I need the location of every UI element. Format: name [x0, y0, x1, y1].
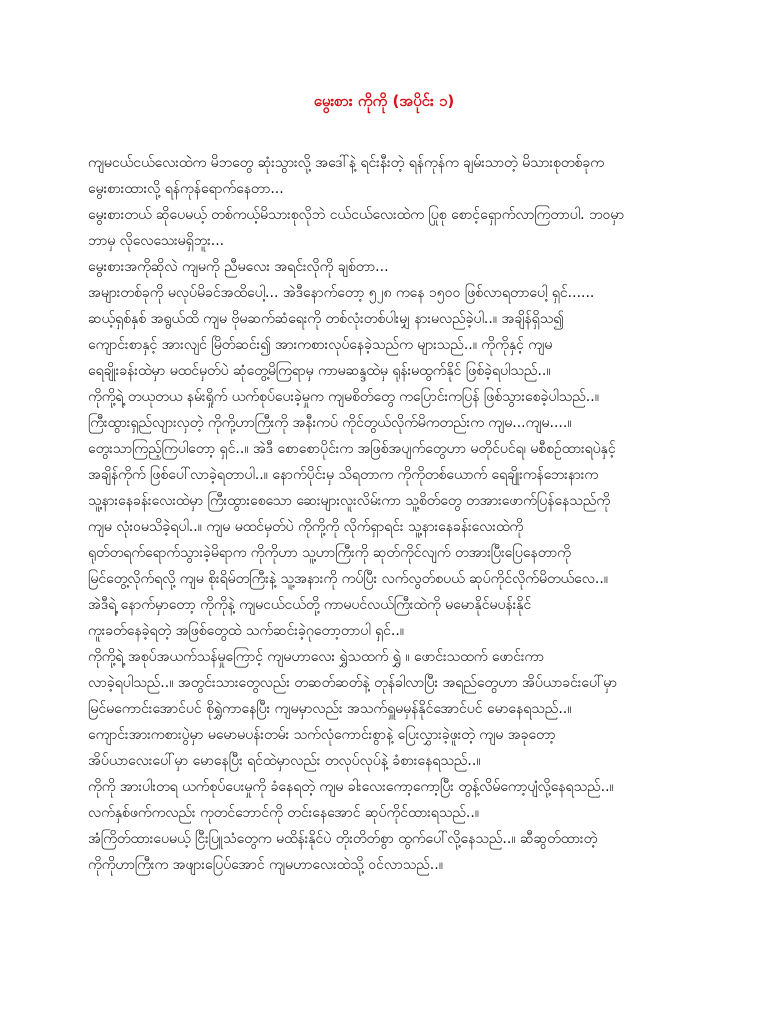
body-line: မွေးစားတယ် ဆိုပေမယ့် တစ်ကယ့်မိသားစုလိုဘဲ ငယ်ငယ်လေးထဲက ပြုစု စောင့်ရှောက်လာကြတာပါ. ဘဝမှာ [88, 207, 625, 223]
body-line: တွေးသာကြည့်ကြပါတော့ ရှင်..။ အဲဒီ စောစောပိုင်းက အဖြစ်အပျက်တွေဟာ မတိုင်ပင်ရ၊ မစီစဉ်ထားရပဲနှင့် [88, 441, 616, 457]
body-line: အဲဒီရဲ့ နောက်မှာတော့ ကိုကိုနဲ့ ကျမငယ်ငယ်တို့ ကာမပင်လယ်ကြီးထဲကို မမောနိုင်မပန်းနိုင် [88, 597, 532, 613]
body-line: အချိန်ကိုက် ဖြစ်ပေါ်လာခဲ့ရတာပါ..။ နောက်ပိုင်းမှ သိရတာက ကိုကိုတစ်ယောက် ရေချိုးကန်ဘေးနားက [88, 467, 599, 483]
body-line: ရုတ်တရက်ရောက်သွားခဲ့မိရာက ကိုကိုဟာ သူ့ဟာကြီးကို ဆုတ်ကိုင်လျက် တအားပြီးပြေနေတာကို [88, 545, 571, 561]
body-line: မြင်မကောင်းအောင်ပင် စိုရွှဲကာနေပြီး ကျမမှာလည်း အသက်ရှူမမှန်နိုင်အောင်ပင် မောနေရသည်..။ [88, 701, 572, 717]
body-line: ကိုကိုဟာကြီးက အဖျားပြေပ်အောင် ကျမဟာလေးထဲသို့ ဝင်လာသည်..။ [88, 857, 443, 873]
body-line: ကိုကို အားပါးတရ ယက်စုပ်ပေးမှုကို ခံနေရတဲ့ ကျမ ခါးလေးကော့ကော့ပြီး တွန့်လိမ်ကော့ပျံလို့နေရသည်..။ [88, 779, 614, 795]
body-line: မွေးစားထားလို့ ရန်ကုန်ရောက်နေတာ... [88, 181, 284, 197]
body-line: ကျမငယ်ငယ်လေးထဲက မိဘတွေ ဆုံးသွားလို့ အဒေါ်နဲ့ ရင်းနီးတဲ့ ရန်ကုန်က ချမ်းသာတဲ့ မိသားစုတစ်ခုက [88, 155, 604, 171]
body-line: အိပ်ယာလေးပေါ်မှာ မောနေပြီး ရင်ထဲမှာလည်း တလုပ်လုပ်နဲ့ ခံစားနေရသည်..။ [88, 753, 481, 769]
body-line: မွေးစားအကိုဆိုလဲ ကျမကို ညီမလေး အရင်းလိုကို ချစ်တာ... [88, 259, 389, 275]
body-line: လာခဲ့ရပါသည်..။ အတွင်းသားတွေလည်း တဆတ်ဆတ်နဲ့ တုန်ခါလာပြီး အရည်တွေဟာ အိပ်ယာခင်းပေါ်မှာ [88, 675, 618, 691]
body-line: ကျောင်းစာနှင့် အားလျင် မြိတ်ဆင်း၍ အားကစားလုပ်နေခဲ့သည်က များသည်..။ ကိုကိုနှင့် ကျမ [88, 337, 553, 353]
document-title: မွေးစား ကိုကို (အပိုင်း ၁) [313, 92, 455, 110]
body-line: ဘာမှ လိုလေသေးမရှိဘူး... [88, 233, 225, 249]
body-line: ကျမ လုံးဝမသိခဲ့ရပါ..။ ကျမ မထင်မှတ်ပဲ ကိုကို့ကို လိုက်ရှာရင်း သူ့နားနေခန်းလေးထဲကို [88, 519, 524, 535]
body-line: ကူးခတ်နေခဲ့ရတဲ့ အဖြစ်တွေထဲ သက်ဆင်းခဲ့ဂုတော့တာပါ ရှင်..။ [88, 623, 405, 639]
body-line: ရေချိုးခန်းထဲမှာ မထင်မှတ်ပဲ ဆုံတွေ့မိကြရာမှ ကာမဆန္ဒထဲမှ ရုန်းမထွက်နိုင် ဖြစ်ခဲ့ရပါသည်..။ [88, 363, 551, 379]
body-line: အများတစ်ခုကို မလုပ်မိခင်အထိပေါ့... အဲဒီနောက်တော့ ၅၂၈ ကနေ ၁၅၀၀ ဖြစ်လာရတာပေါ့ ရှင်...... [88, 285, 595, 301]
body-line: ဆယ့်ရှစ်နှစ် အရွယ်ထိ ကျမ ဗိုမဆက်ဆံရေးကို တစ်လုံးတစ်ပါးမျှ နားမလည်ခဲ့ပါ..။ အချိန်ရှိသ၍ [88, 311, 564, 327]
body-line: ကိုကို့ရဲ့ အစုပ်အယက်သန်မှုကြောင့် ကျမဟာလေး ရွှဲသထက် ရွှဲ ။ ဖောင်းသထက် ဖောင်းကာ [88, 649, 544, 665]
body-line: ကြီးထွားရှည်လျားလှတဲ့ ကိုကို့ဟာကြီးကို အနီးကပ် ကိုင်တွယ်လိုက်မိကတည်းက ကျမ...ကျမ....။ [88, 415, 572, 431]
body-line: လက်နှစ်ဖက်ကလည်း ကုတင်ဘောင်ကို တင်းနေအောင် ဆုပ်ကိုင်ထားရသည်..။ [88, 805, 480, 821]
body-line: သူ့နားနေခန်းလေးထဲမှာ ကြီးထွားစေသော ဆေးများလူးလိမ်းကာ သူ့စိတ်တွေ တအားဖောက်ပြန်နေသည်ကို [88, 493, 611, 509]
document-body [88, 150, 688, 878]
body-line: မြင်တွေ့လိုက်ရလို့ ကျမ စိုးရိမ်တကြီးနဲ့ သူ့အနားကို ကပ်ပြီး လက်လွတ်စပယ် ဆုပ်ကိုင်လိုက်မိတယ်လေ..။ [88, 571, 609, 587]
body-line: အံကြိတ်ထားပေမယ့် ငြီးပြူသံတွေက မထိန်းနိုင်ပဲ တိုးတိတ်စွာ ထွက်ပေါ်လို့နေသည်..။ ဆီဆွတ်ထားတဲ့ [88, 831, 598, 847]
body-line: ကိုကို့ရဲ့ တယုတယ နမ်းရှိုက် ယက်စုပ်ပေးခဲ့မှုက ကျမစိတ်တွေ ကပြောင်းကပြန် ဖြစ်သွားစေခဲ့ပါသည်..။ [88, 389, 599, 405]
body-line: ကျောင်းအားကစားပွဲမှာ မမောမပန်းတမ်း သက်လုံကောင်းစွာနဲ့ ပြေးလွှားခဲ့ဖူးတဲ့ ကျမ အခုတော့ [88, 727, 556, 743]
